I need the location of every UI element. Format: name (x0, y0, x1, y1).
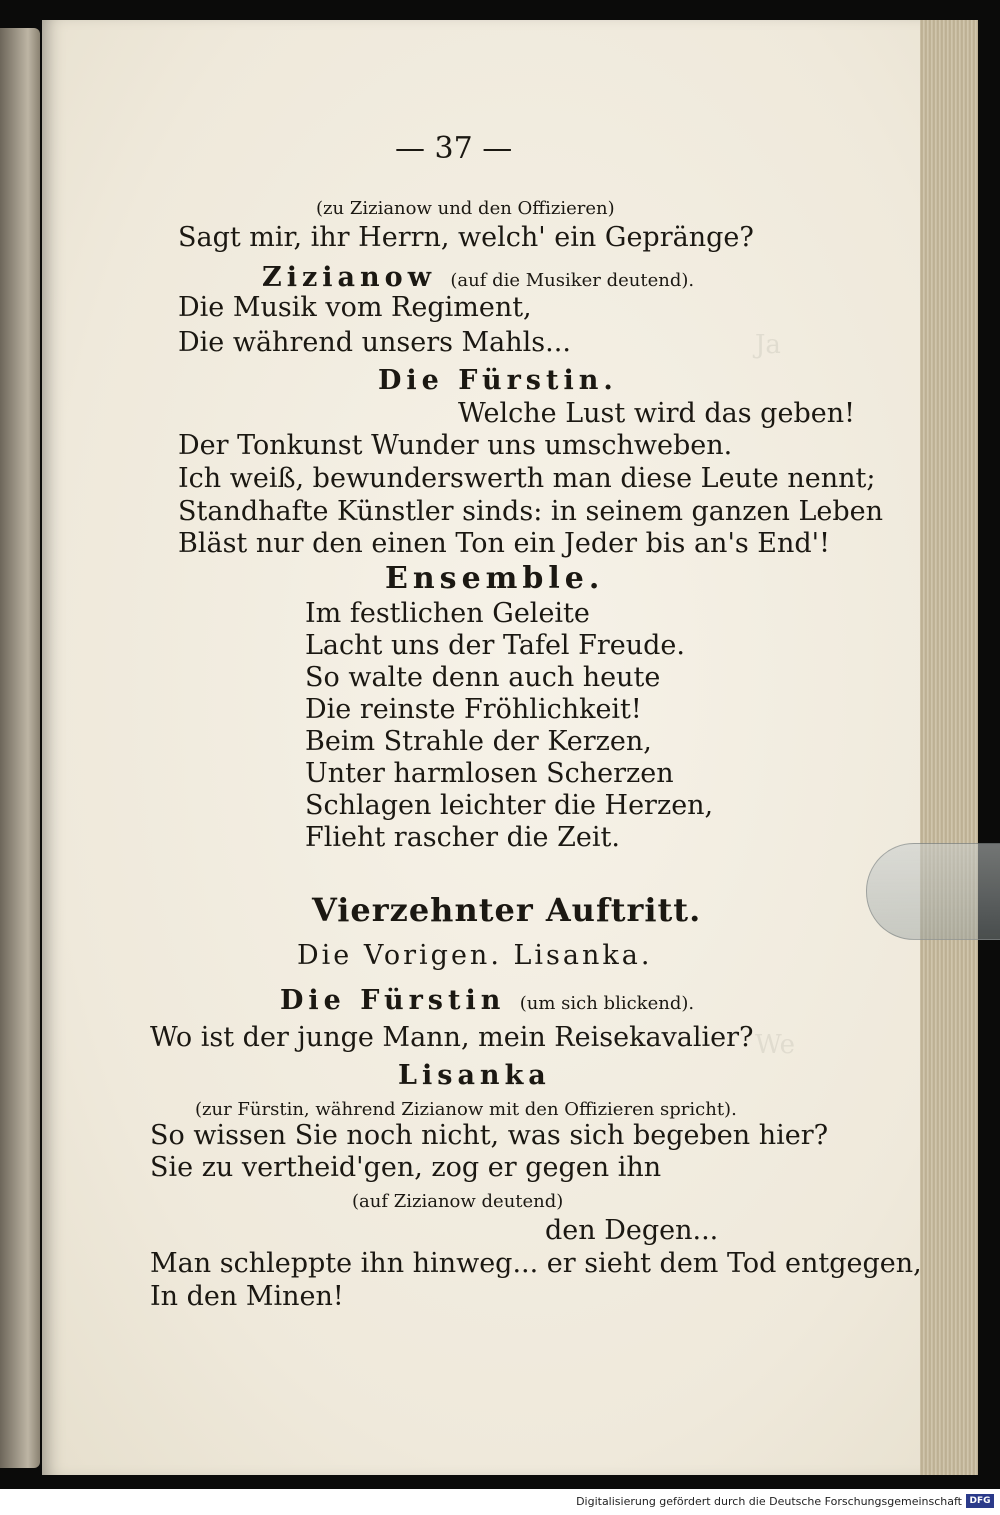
speaker-direction: (um sich blickend). (519, 993, 695, 1014)
verse-line: Wo ist der junge Mann, mein Reisekavalier? (150, 1022, 754, 1053)
bookmark-clip (866, 843, 1000, 940)
dfg-logo-icon: DFG (966, 1494, 994, 1508)
page-number: — 37 — (395, 131, 513, 166)
verse-line: Ich weiß, bewunderswerth man diese Leute nennt; (178, 463, 876, 494)
ensemble-line: Flieht rascher die Zeit. (305, 822, 620, 853)
verse-line: den Degen... (545, 1215, 719, 1246)
left-page-edge (0, 28, 40, 1468)
verse-line: Sagt mir, ihr Herrn, welch' ein Gepränge? (178, 222, 754, 253)
verse-line: In den Minen! (150, 1281, 344, 1312)
ensemble-line: Lacht uns der Tafel Freude. (305, 630, 685, 661)
verse-line: Welche Lust wird das geben! (458, 398, 855, 429)
ensemble-line: So walte denn auch heute (305, 662, 661, 693)
ensemble-line: Die reinste Fröhlichkeit! (305, 694, 642, 725)
verse-line: Sie zu vertheid'gen, zog er gegen ihn (150, 1152, 662, 1183)
stage-direction: (zu Zizianow und den Offizieren) (316, 198, 615, 219)
speaker-name: Lisanka (398, 1060, 551, 1091)
verse-line: So wissen Sie noch nicht, was sich begeben hier? (150, 1120, 829, 1151)
ensemble-line: Schlagen leichter die Herzen, (305, 790, 714, 821)
verse-line: Die während unsers Mahls... (178, 327, 571, 358)
bleed-through-text: We (755, 1030, 795, 1060)
verse-line: Man schleppte ihn hinweg... er sieht dem Tod entgegen, (150, 1248, 922, 1279)
ensemble-heading: Ensemble. (385, 561, 605, 596)
verse-line: Standhafte Künstler sinds: in seinem ganzen Leben (178, 496, 884, 527)
speaker-label: Zizianow (262, 262, 436, 293)
stage-direction: (auf Zizianow deutend) (352, 1191, 564, 1212)
footer-bar (0, 1489, 1000, 1515)
ensemble-line: Beim Strahle der Kerzen, (305, 726, 652, 757)
ensemble-line: Unter harmlosen Scherzen (305, 758, 674, 789)
speaker-name (280, 985, 694, 1020)
speaker-direction: (auf die Musiker deutend). (450, 270, 695, 291)
verse-line: Die Musik vom Regiment, (178, 292, 532, 323)
verse-line: Bläst nur den einen Ton ein Jeder bis an's End'! (178, 528, 830, 559)
speaker-label: Die Fürstin (280, 985, 506, 1016)
page-stack-edge (920, 20, 978, 1475)
characters-line: Die Vorigen. Lisanka. (297, 940, 653, 971)
stage-direction: (zur Fürstin, während Zizianow mit den Offizieren spricht). (195, 1099, 737, 1120)
footer-credit: Digitalisierung gefördert durch die Deutsche Forschungsgemeinschaft (576, 1495, 962, 1508)
ensemble-line: Im festlichen Geleite (305, 598, 590, 629)
scene-title: Vierzehnter Auftritt. (312, 891, 702, 929)
speaker-name: Die Fürstin. (378, 365, 618, 396)
verse-line: Der Tonkunst Wunder uns umschweben. (178, 430, 733, 461)
bleed-through-text: Ja (755, 330, 781, 360)
